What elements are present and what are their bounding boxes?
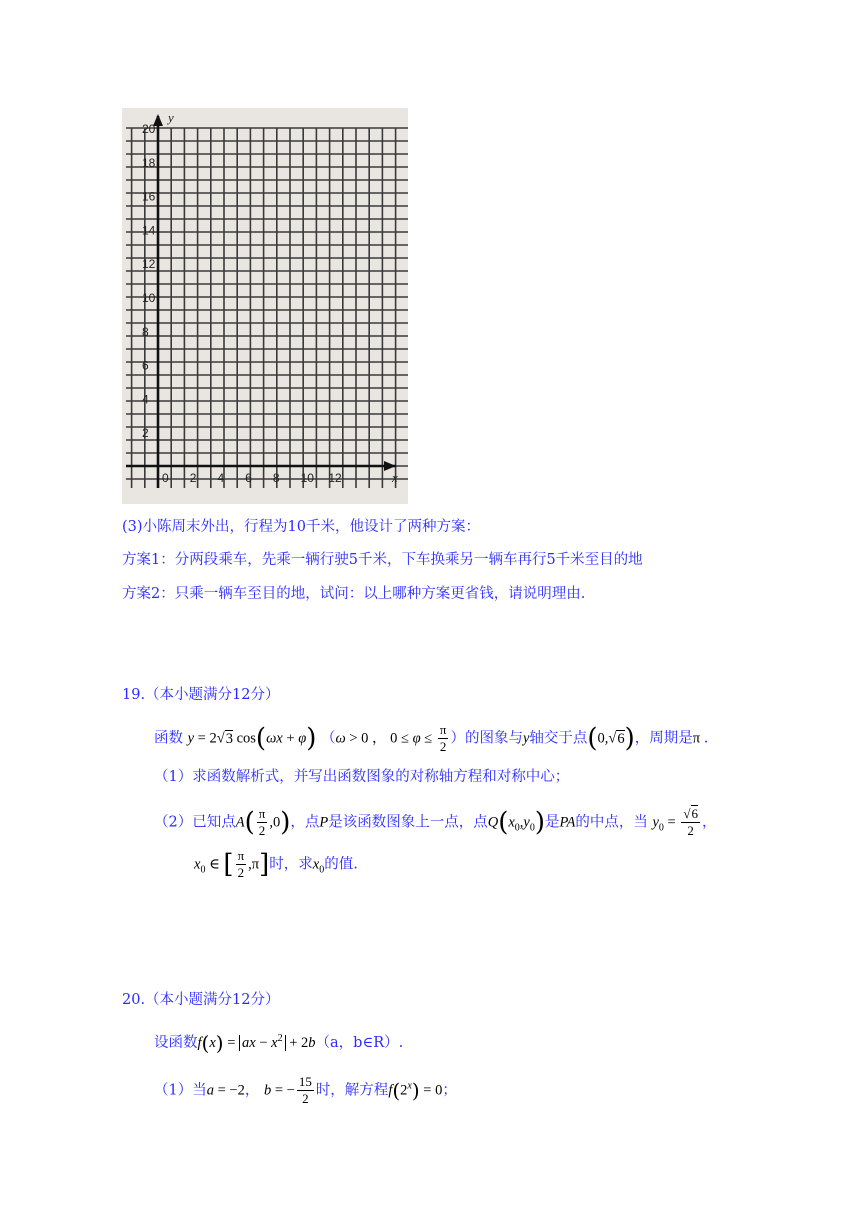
q19-stem-mid: 轴交于点 — [529, 730, 588, 747]
q19-part2-d: 是 — [545, 814, 560, 831]
q19-cond-close: ）的图象与 — [450, 730, 523, 747]
y-tick-label: 8 — [142, 324, 149, 339]
q20-part1-a: （1）当 — [154, 1082, 207, 1099]
q19-part1: （1）求函数解析式，并写出函数图象的对称轴方程和对称中心； — [154, 769, 570, 785]
q18-part3-line1: (3)小陈周末外出，行程为10千米，他设计了两种方案： — [122, 519, 480, 535]
q19-cond-open: （ — [320, 730, 336, 747]
y-tick-label: 14 — [142, 223, 156, 238]
q20-stem-suffix: （a，b∈R）. — [315, 1034, 404, 1051]
x-tick-label: 0 — [162, 471, 169, 485]
q19-part2-line1: （2）已知点A( $\frac{\pi}{2}$ ,0)，点P是该函数图象上一点，点$Q(x_0,y_0)$是PA的中点，当 $y_0$ = $\frac{√6}{2}$ ， — [154, 806, 717, 838]
y-tick-label: 20 — [142, 122, 156, 136]
q19-part2-a: （2）已知点 — [154, 814, 236, 831]
q18-plan1: 方案1：分两段乘车，先乘一辆行驶5千米，下车换乘另一辆车再行5千米至目的地 — [122, 552, 643, 568]
x-tick-label: 8 — [272, 471, 280, 485]
y-tick-label: 2 — [142, 426, 149, 441]
q19-stem-end: . — [703, 730, 709, 747]
q19-point-P: P — [319, 814, 329, 831]
q19-stem: 函数 y = 2√3 cos(ωx + φ) （ω > 0 ， 0 ≤ φ ≤ $\frac{\pi}{2}$ ）的图象与y轴交于点(0,√6)，周期是π . — [154, 722, 709, 754]
q19-part2-b: ，点 — [290, 814, 320, 831]
q19-axis-var: y — [522, 730, 530, 747]
x-axis-label: x — [392, 470, 398, 485]
y-tick-label: 18 — [142, 155, 156, 170]
graph-paper-figure — [122, 108, 408, 504]
x-tick-label: 4 — [217, 471, 225, 485]
y-tick-label: 10 — [142, 291, 156, 305]
q19-part2-g: 时，求 — [269, 856, 313, 873]
q19-part2-h: 的值. — [324, 856, 358, 873]
q20-stem-prefix: 设函数 — [154, 1034, 198, 1051]
q19-part2-c: 是该函数图象上一点，点 — [328, 814, 488, 831]
y-tick-label: 12 — [142, 257, 156, 272]
q19-segment-PA: PA — [559, 814, 576, 831]
q19-stem-mid2: ，周期是 — [634, 730, 693, 747]
q19-part2-f: ， — [702, 814, 717, 831]
x-tick-label: 10 — [300, 471, 314, 485]
q19-stem-prefix: 函数 — [154, 730, 183, 747]
q19-header: 19.（本小题满分12分） — [122, 687, 280, 703]
x-tick-label: 6 — [245, 471, 252, 485]
q19-part2-line2: $x_0$ ∈ [ $\frac{\pi}{2}$ ,π]时，求$x_0$的值. — [194, 848, 358, 880]
q19-period: π — [692, 730, 701, 747]
q20-part1: （1）当a = −2， b = − $\frac{15}{2}$ 时，解方程$f(2^x) = 0$； — [154, 1074, 457, 1106]
y-tick-label: 16 — [142, 189, 156, 204]
q20-header: 20.（本小题满分12分） — [122, 992, 280, 1008]
q20-stem: 设函数f(x) = ax − $x^2 + 2b(a$，b∈R）. — [154, 1030, 404, 1055]
q20-part1-b: ， — [244, 1082, 260, 1099]
coordinate-grid — [122, 108, 408, 504]
x-tick-label: 2 — [189, 471, 197, 485]
q20-part1-c: 时，解方程 — [315, 1082, 389, 1099]
y-axis-label: y — [168, 110, 174, 125]
q19-function: y — [187, 730, 195, 747]
q20-part1-d: ； — [442, 1082, 457, 1099]
y-tick-label: 6 — [142, 358, 149, 373]
q18-plan2: 方案2：只乘一辆车至目的地，试问：以上哪种方案更省钱，请说明理由. — [122, 586, 586, 602]
q19-part2-e: 的中点，当 — [575, 814, 648, 831]
y-tick-label: 4 — [142, 392, 149, 407]
x-tick-label: 12 — [328, 471, 342, 485]
